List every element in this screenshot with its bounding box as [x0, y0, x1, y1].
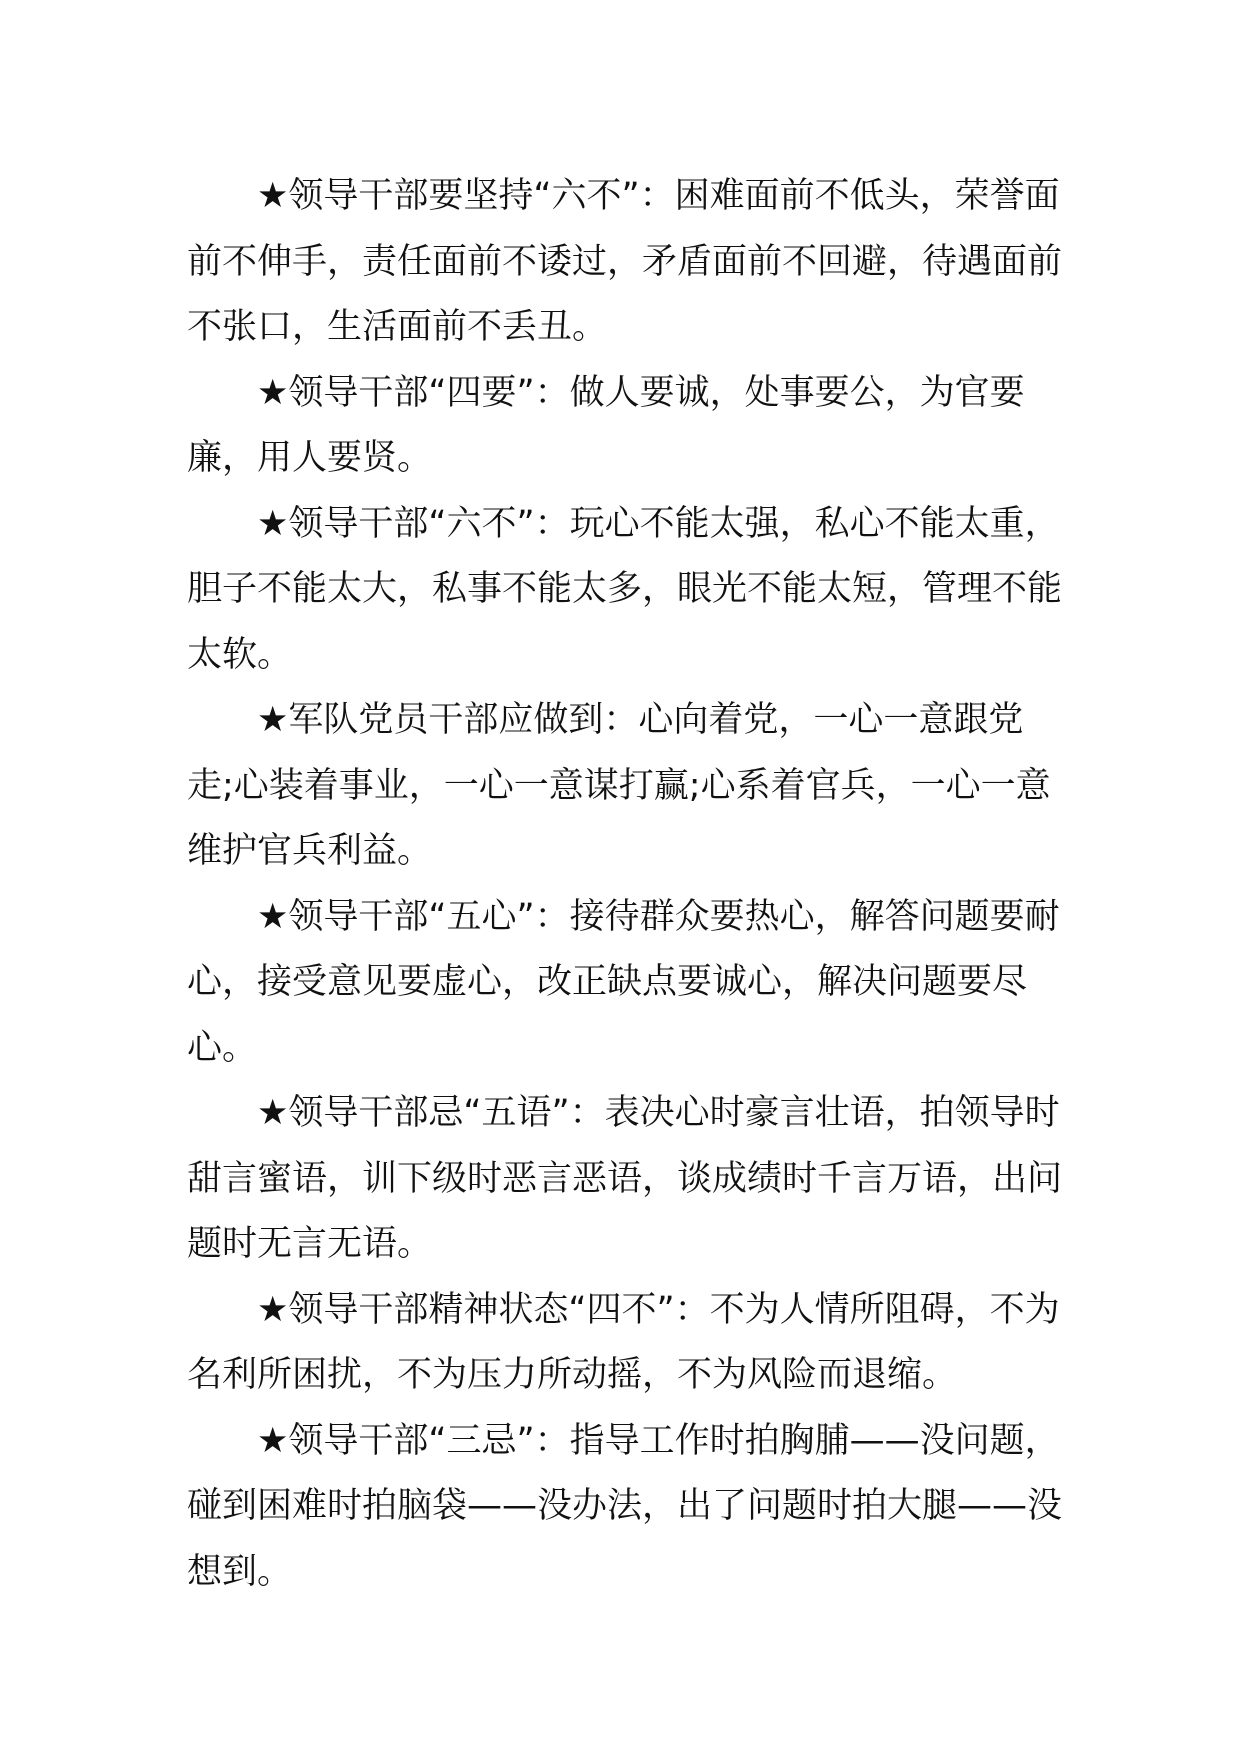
paragraph-six-insists: ★领导干部要坚持“六不”：困难面前不低头，荣誉面前不伸手，责任面前不诿过，矛盾面前不回避，待遇面前不张口，生活面前不丢丑。	[187, 176, 1063, 347]
paragraph-three-taboos: ★领导干部“三忌”：指导工作时拍胸脯——没问题，碰到困难时拍脑袋——没办法，出了问题时拍大腿——没想到。	[187, 1420, 1063, 1592]
paragraph-six-nots: ★领导干部“六不”：玩心不能太强，私心不能太重，胆子不能太大，私事不能太多，眼光不能太短，管理不能太软。	[187, 503, 1063, 675]
paragraph-spirit-four-nots: ★领导干部精神状态“四不”：不为人情所阻碍，不为名利所困扰，不为压力所动摇，不为风险而退缩。	[187, 1289, 1060, 1395]
paragraph-military-cadres: ★军队党员干部应做到：心向着党，一心一意跟党走;心装着事业，一心一意谋打赢;心系着官兵，一心一意维护官兵利益。	[187, 700, 1051, 871]
paragraph-five-hearts: ★领导干部“五心”：接待群众要热心，解答问题要耐心，接受意见要虚心，改正缺点要诚心，解决问题要尽心。	[187, 896, 1060, 1068]
paragraph-five-taboo-words: ★领导干部忌“五语”：表决心时豪言壮语，拍领导时甜言蜜语，训下级时恶言恶语，谈成绩时千言万语，出问题时无言无语。	[187, 1093, 1063, 1264]
document-body	[187, 164, 1067, 1605]
paragraph-four-requirements: ★领导干部“四要”：做人要诚，处事要公，为官要廉，用人要贤。	[187, 372, 1025, 478]
